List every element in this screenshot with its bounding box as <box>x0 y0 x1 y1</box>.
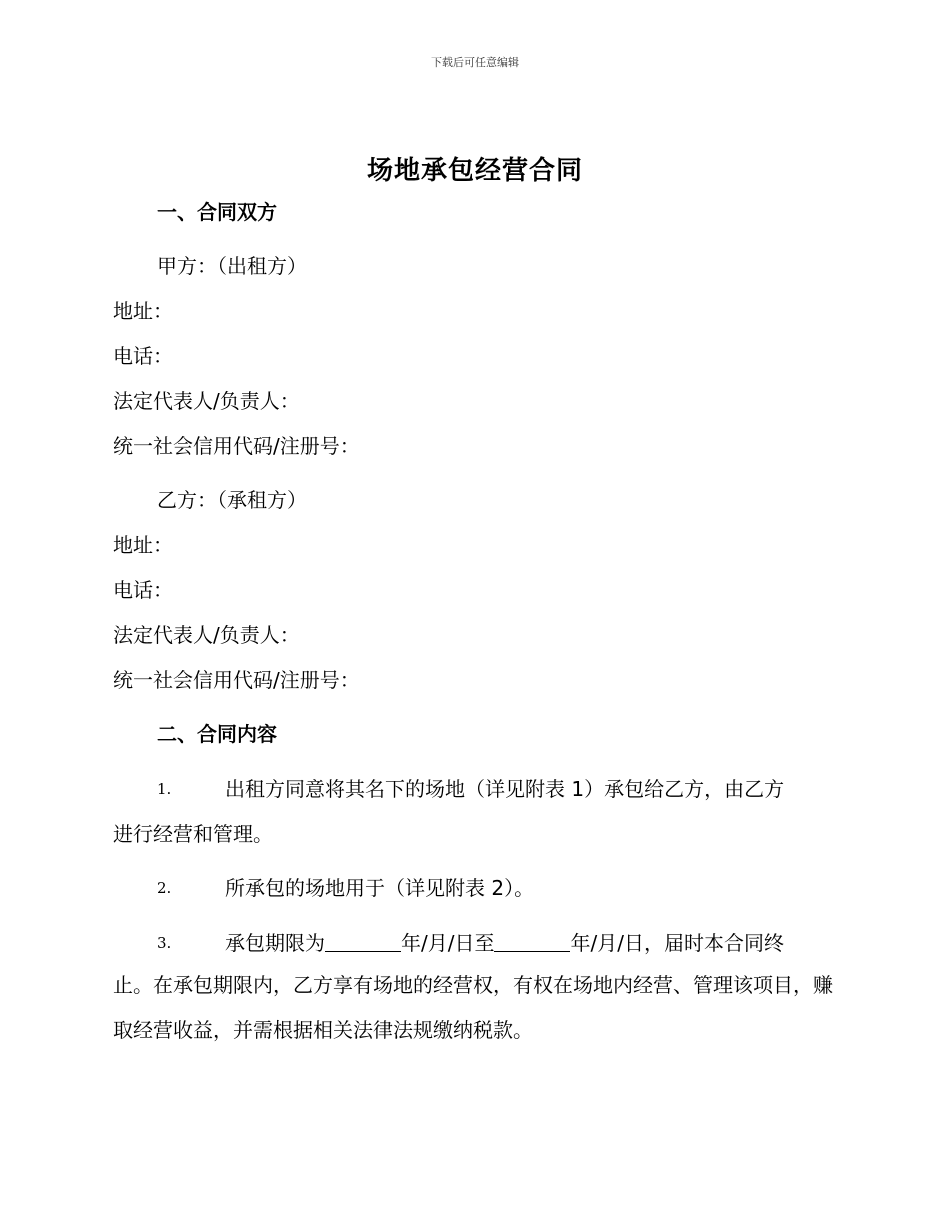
clause-1 <box>157 775 784 803</box>
start-date-blank <box>325 931 401 952</box>
party-a-label: 甲方：（出租方） <box>157 254 307 278</box>
header-note: 下载后可任意编辑 <box>431 56 519 69</box>
clause-text-post: 年/月/日，届时本合同终 <box>570 931 784 955</box>
party-a-address: 地址： <box>113 299 173 323</box>
party-a-credit-code: 统一社会信用代码/注册号： <box>113 434 360 458</box>
party-b-label: 乙方：（承租方） <box>157 488 307 512</box>
clause-text: 所承包的场地用于（详见附表 2）。 <box>225 876 535 900</box>
party-a-representative: 法定代表人/负责人： <box>113 389 300 413</box>
clause-text-pre: 承包期限为 <box>225 931 325 955</box>
section2-heading: 二、合同内容 <box>157 722 277 746</box>
end-date-blank <box>494 931 570 952</box>
party-b-address: 地址： <box>113 533 173 557</box>
party-b-credit-code: 统一社会信用代码/注册号： <box>113 668 360 692</box>
clause-1-continued: 进行经营和管理。 <box>113 822 273 846</box>
page-title: 场地承包经营合同 <box>366 156 583 186</box>
clause-number: 3. <box>157 934 172 952</box>
clause-3-continued: 止。在承包期限内，乙方享有场地的经营权，有权在场地内经营、管理该项目，赚取经营收益，并需根据相关法律法规缴纳税款。 <box>113 973 833 1042</box>
clause-text-mid: 年/月/日至 <box>401 931 495 955</box>
section1-heading: 一、合同双方 <box>157 200 277 224</box>
clause-3 <box>157 929 784 957</box>
party-a-phone: 电话： <box>113 344 173 368</box>
clause-number: 2. <box>157 879 172 897</box>
clause-2 <box>157 874 534 902</box>
clause-number: 1. <box>157 780 172 798</box>
clause-text: 出租方同意将其名下的场地（详见附表 1）承包给乙方，由乙方 <box>225 777 785 801</box>
party-b-phone: 电话： <box>113 578 173 602</box>
party-b-representative: 法定代表人/负责人： <box>113 623 300 647</box>
